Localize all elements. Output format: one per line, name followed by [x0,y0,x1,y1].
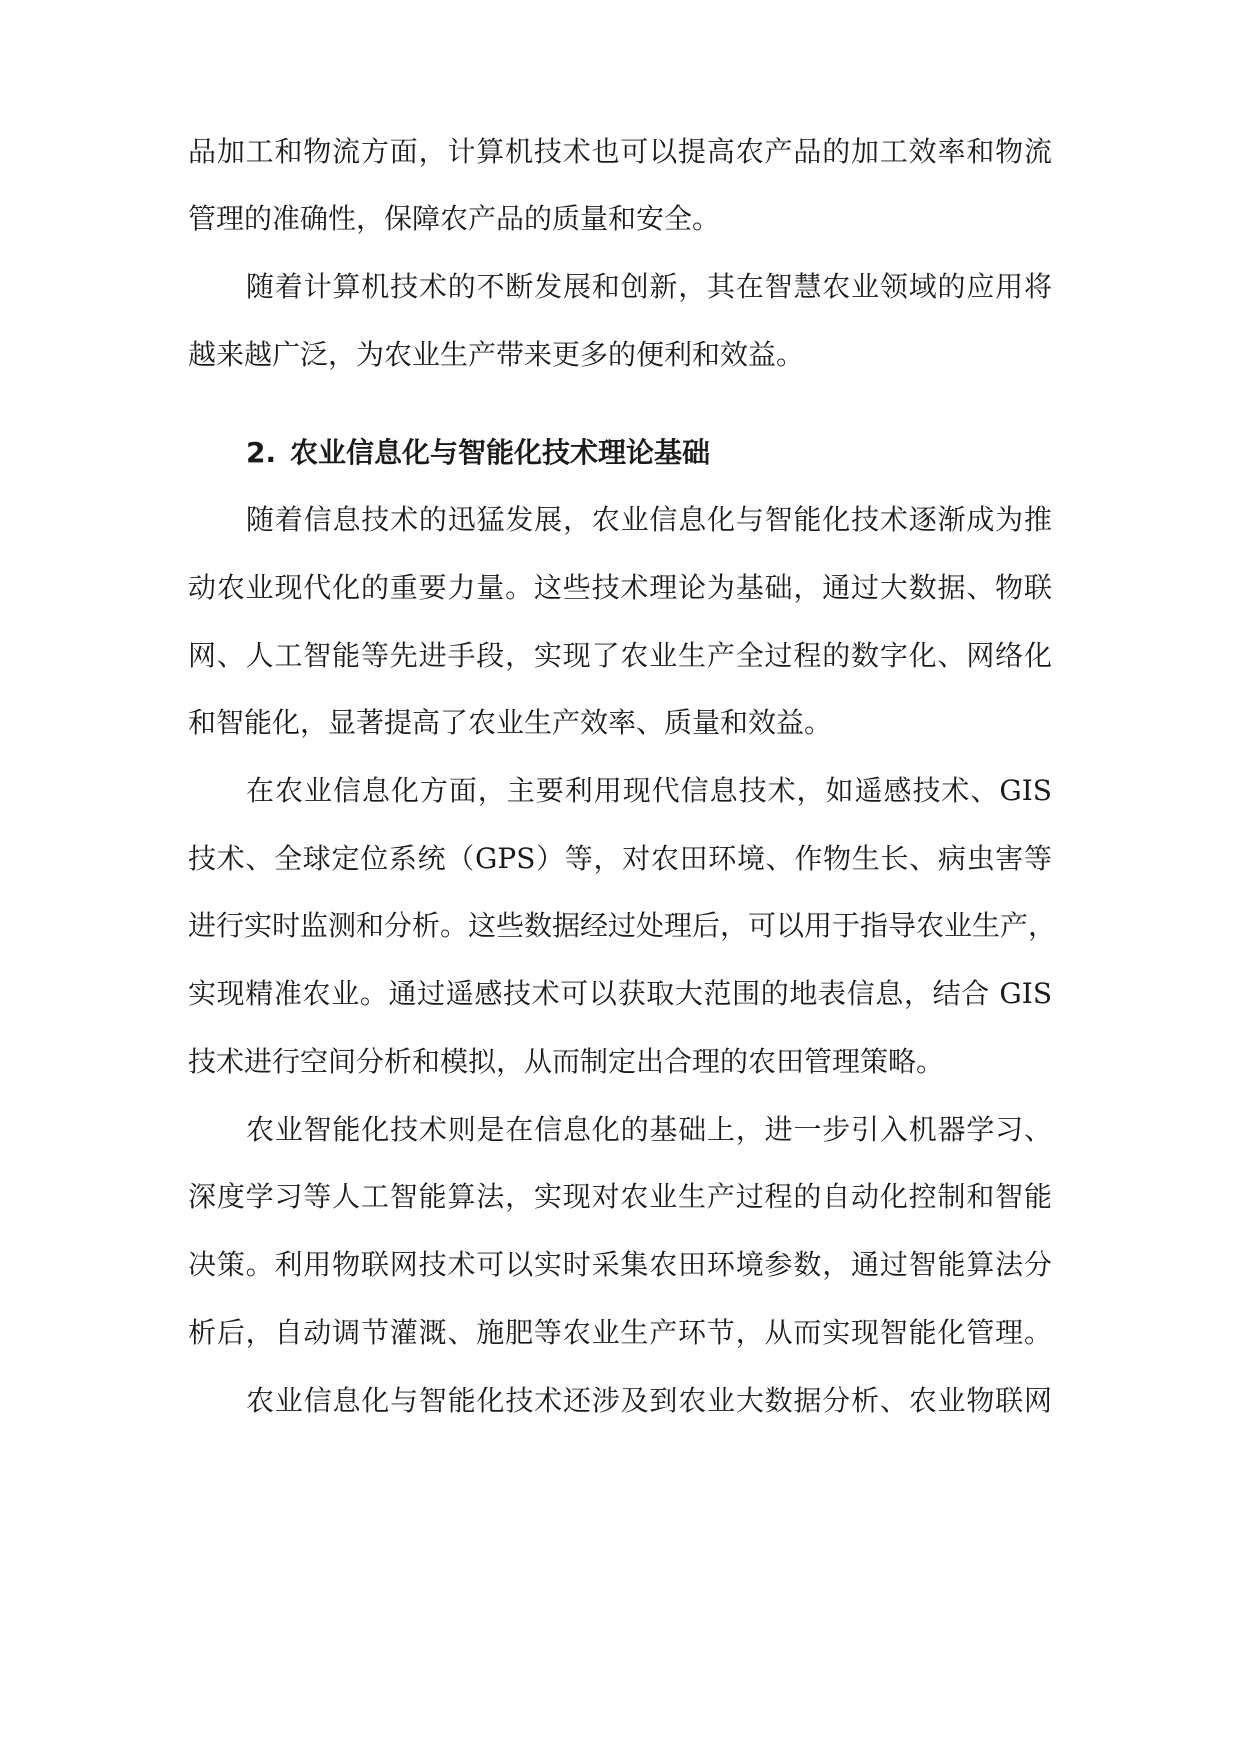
text-line: 网、人工智能等先进手段，实现了农业生产全过程的数字化、网络化 [188,639,1052,672]
text-line: 实现精准农业。通过遥感技术可以获取大范围的地表信息，结合 GIS [188,977,1052,1010]
text-line: 随着计算机技术的不断发展和创新，其在智慧农业领域的应用将 [246,270,1052,303]
section-heading [246,433,710,473]
text-line: 技术、全球定位系统（GPS）等，对农田环境、作物生长、病虫害等 [188,842,1052,875]
text-line: 越来越广泛，为农业生产带来更多的便利和效益。 [188,338,805,371]
text-line: 农业信息化与智能化技术还涉及到农业大数据分析、农业物联网 [246,1384,1052,1417]
text-line: 品加工和物流方面，计算机技术也可以提高农产品的加工效率和物流 [188,135,1052,168]
text-line: 进行实时监测和分析。这些数据经过处理后，可以用于指导农业生产， [188,909,1057,942]
text-line: 在农业信息化方面，主要利用现代信息技术，如遥感技术、GIS [246,774,1052,807]
text-line: 动农业现代化的重要力量。这些技术理论为基础，通过大数据、物联 [188,571,1052,604]
text-line: 随着信息技术的迅猛发展，农业信息化与智能化技术逐渐成为推 [246,503,1052,536]
text-line: 决策。利用物联网技术可以实时采集农田环境参数，通过智能算法分 [188,1248,1052,1281]
section-number: 2. [246,436,277,469]
text-line: 技术进行空间分析和模拟，从而制定出合理的农田管理策略。 [188,1045,945,1078]
text-line: 管理的准确性，保障农产品的质量和安全。 [188,202,721,235]
text-line: 析后，自动调节灌溉、施肥等农业生产环节，从而实现智能化管理。 [188,1316,1052,1349]
section-title: 农业信息化与智能化技术理论基础 [290,436,711,469]
text-line: 深度学习等人工智能算法，实现对农业生产过程的自动化控制和智能 [188,1180,1052,1213]
text-line: 农业智能化技术则是在信息化的基础上，进一步引入机器学习、 [246,1113,1052,1146]
text-line: 和智能化，显著提高了农业生产效率、质量和效益。 [188,706,833,739]
